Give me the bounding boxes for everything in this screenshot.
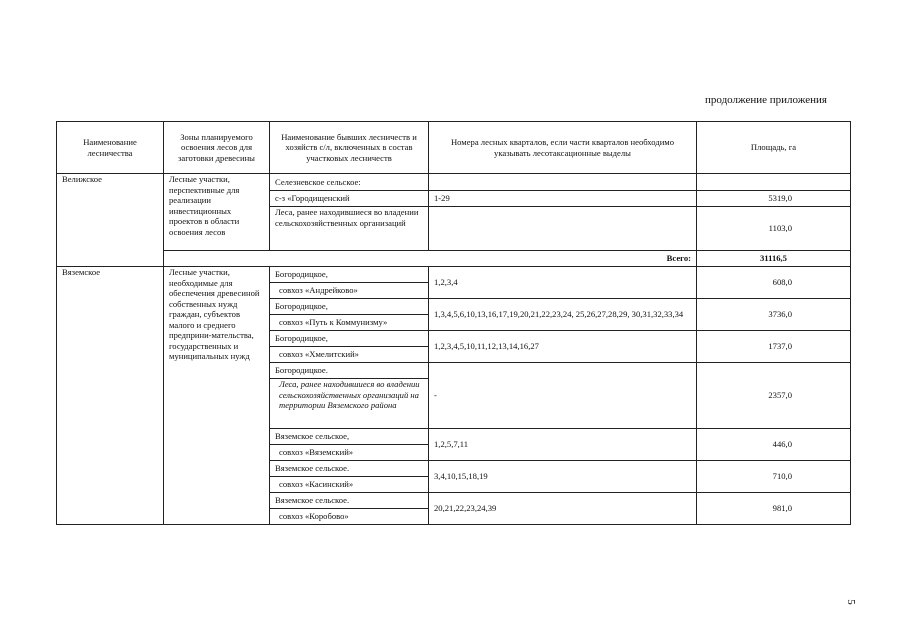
farm-cell: Богородицкое, — [270, 299, 429, 315]
quarters-cell: 1,2,3,4 — [429, 267, 697, 299]
farm-cell: совхоз «Путь к Коммунизму» — [270, 315, 429, 331]
header-former-forestry: Наименование бывших лесничеств и хозяйств с/л, включенных в состав участковых лесничеств — [270, 122, 429, 174]
table-row — [57, 174, 851, 191]
forest-table — [56, 121, 851, 525]
forestry-name: Вяземское — [57, 267, 164, 525]
zone-cell: Лесные участки, перспективные для реализации инвестиционных проектов в области освоения лесов — [164, 174, 270, 251]
quarters-cell: 1,2,3,4,5,10,11,12,13,14,16,27 — [429, 331, 697, 363]
quarters-cell: 20,21,22,23,24,39 — [429, 493, 697, 525]
header-forestry: Наименование лесничества — [57, 122, 164, 174]
farm-cell: Богородицкое, — [270, 267, 429, 283]
farm-cell: Богородицкое. — [270, 363, 429, 379]
header-quarters: Номера лесных кварталов, если части кварталов необходимо указывать лесотаксационные выделы — [429, 122, 697, 174]
farm-cell: совхоз «Касинский» — [270, 477, 429, 493]
quarters-cell — [429, 207, 697, 251]
farm-cell: совхоз «Андрейково» — [270, 283, 429, 299]
quarters-cell — [429, 174, 697, 191]
farm-cell: Вяземское сельское. — [270, 493, 429, 509]
total-value: 31116,5 — [697, 251, 851, 267]
total-row — [57, 251, 851, 267]
header-area: Площадь, га — [697, 122, 851, 174]
quarters-cell: 3,4,10,15,18,19 — [429, 461, 697, 493]
area-cell: 3736,0 — [697, 299, 851, 331]
area-cell: 1103,0 — [697, 207, 851, 251]
page-number: 5 — [844, 599, 857, 605]
quarters-cell: 1,3,4,5,6,10,13,16,17,19,20,21,22,23,24, 25,26,27,28,29, 30,31,32,33,34 — [429, 299, 697, 331]
quarters-cell: 1-29 — [429, 191, 697, 207]
header-row — [57, 122, 851, 174]
area-cell: 608,0 — [697, 267, 851, 299]
area-cell — [697, 174, 851, 191]
quarters-cell: - — [429, 363, 697, 429]
area-cell: 2357,0 — [697, 363, 851, 429]
zone-cell: Лесные участки, необходимые для обеспечения древесиной собственных нужд граждан, субъектов малого и среднего предприни-мательства, государственных и муниципальных нужд — [164, 267, 270, 525]
area-cell: 5319,0 — [697, 191, 851, 207]
quarters-cell: 1,2,5,7,11 — [429, 429, 697, 461]
farm-cell: Богородицкое, — [270, 331, 429, 347]
farm-cell: совхоз «Хмелитский» — [270, 347, 429, 363]
farm-cell: Вяземское сельское. — [270, 461, 429, 477]
farm-cell: Селезневское сельское: — [270, 174, 429, 191]
farm-cell: совхоз «Вяземский» — [270, 445, 429, 461]
area-cell: 1737,0 — [697, 331, 851, 363]
area-cell: 710,0 — [697, 461, 851, 493]
farm-cell: Леса, ранее находившиеся во владении сельскохозяйственных организаций — [270, 207, 429, 251]
caption-continuation: продолжение приложения — [705, 94, 827, 106]
total-label: Всего: — [164, 251, 697, 267]
area-cell: 981,0 — [697, 493, 851, 525]
header-zone: Зоны планируемого освоения лесов для заготовки древесины — [164, 122, 270, 174]
farm-cell: Вяземское сельское, — [270, 429, 429, 445]
farm-cell: совхоз «Коробово» — [270, 509, 429, 525]
area-cell: 446,0 — [697, 429, 851, 461]
farm-cell: с-з «Городищенский — [270, 191, 429, 207]
farm-cell: Леса, ранее находившиеся во владении сельскохозяйственных организаций на территории Вяземского района — [270, 379, 429, 429]
table-row — [57, 267, 851, 283]
forestry-name: Велижское — [57, 174, 164, 267]
